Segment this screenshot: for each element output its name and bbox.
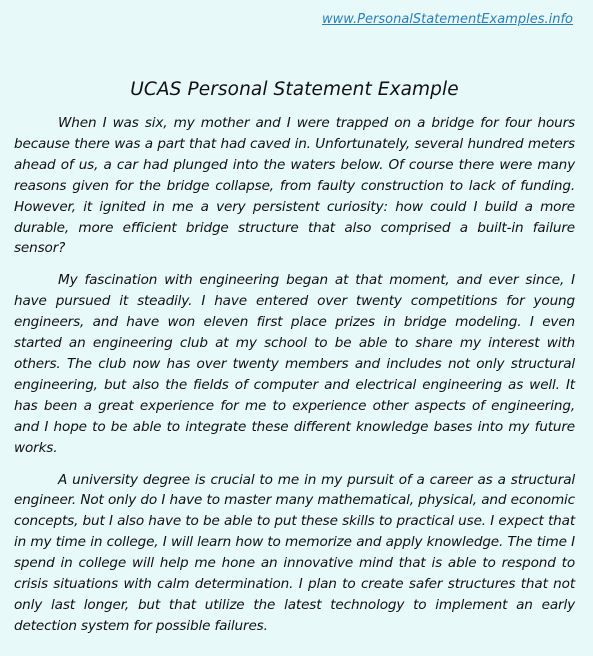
paragraph-1: When I was six, my mother and I were trapped on a bridge for four hours because there was a part that had caved in. Unfortunately, several hundred meters ahead of us, a car had plunged into the waters below. Of course there were many reasons given for the bridge collapse, from faulty construction to lack of funding. However, it ignited in me a very persistent curiosity: how could I build a more durable, more efficient bridge structure that also comprised a built-in failure sensor? [14,115,575,257]
document-title: UCAS Personal Statement Example [130,79,459,100]
paragraph-3: A university degree is crucial to me in my pursuit of a career as a structural engineer. Not only do I have to master many mathematical, physical, and economic concepts, but I also have to be able to put these skills to practical use. I expect that in my time in college, I will learn how to memorize and apply knowledge. The time I spend in college will help me hone an innovative mind that is able to respond to crisis situations with calm determination. I plan to create safer structures that not only last longer, but that utilize the latest technology to implement an early detection system for possible failures. [14,471,575,634]
site-link[interactable]: www.PersonalStatementExamples.info [321,12,573,27]
paragraph-2: My fascination with engineering began at that moment, and ever since, I have pursued it steadily. I have entered over twenty competitions for young engineers, and have won eleven first place prizes in bridge modeling. I even started an engineering club at my school to be able to share my interest with others. The club now has over twenty members and includes not only structural engineering, but also the fields of computer and electrical engineering as well. It has been a great experience for me to experience other aspects of engineering, and I hope to be able to integrate these different knowledge bases into my future works. [14,272,575,456]
